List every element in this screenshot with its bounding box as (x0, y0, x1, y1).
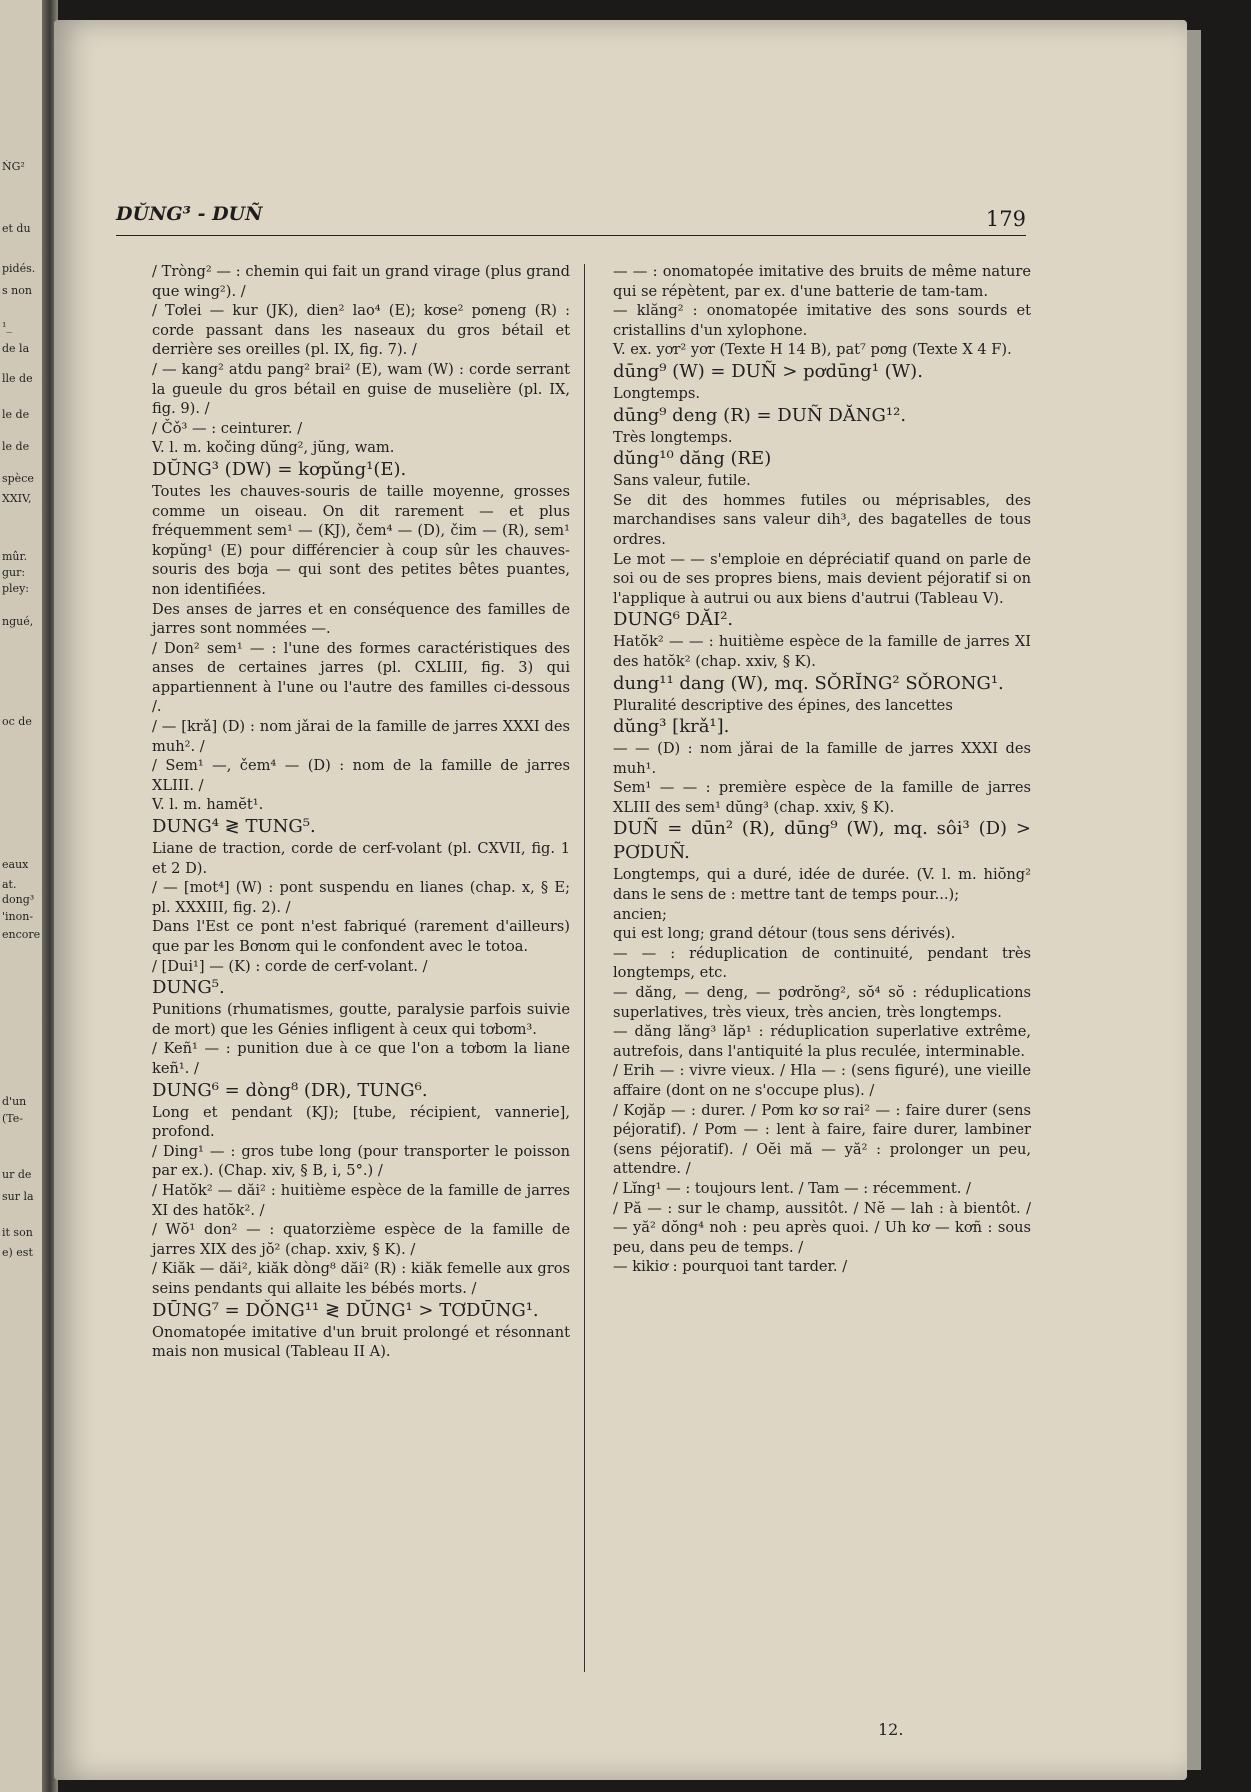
left-page-fragment: lle de (2, 372, 33, 385)
entry-text: Des anses de jarres et en conséquence des familles de jarres sont nommées —. (152, 600, 570, 638)
left-page-fragment: de la (2, 342, 30, 355)
entry-text: Très longtemps. (613, 428, 733, 446)
entry-text: / Keñ¹ — : punition due à ce que l'on a tơbơm la liane keñ¹. / (152, 1040, 570, 1077)
left-page-fragment: pidés. (2, 262, 36, 275)
entry-text: / Čǒ³ — : ceinturer. / (152, 419, 303, 437)
entry-headword: DŬNG³ (DW) = kơpŭng¹(E). (152, 458, 407, 480)
entry-text: ancien; (613, 905, 667, 923)
left-page-fragment: s non (2, 284, 32, 297)
entry-text: / — [mot⁴] (W) : pont suspendu en lianes (chap. x, § E; pl. XXXIII, fig. 2). / (152, 879, 570, 916)
page-number: 179 (985, 207, 1026, 231)
left-page-fragment: it son (2, 1226, 33, 1239)
entry-text: Liane de traction, corde de cerf-volant (pl. CXVII, fig. 1 et 2 D). (152, 840, 570, 877)
left-page-fragment: le de (2, 440, 30, 453)
entry-headword: DUÑ = dūn² (R), dūng⁹ (W), mq. sôi³ (D) > PƠDUÑ. (613, 818, 1031, 864)
entry-text: / Kơjăp — : durer. / Pơm kơ sơ rai² — : faire durer (sens péjoratif). / Pơm — : lent à faire, faire durer, lambiner (sens péjoratif). / Oĕi mă — yă² : prolonger un peu, attendre. / (613, 1101, 1031, 1178)
entry-headword: dūng⁹ (W) = DUÑ > pơdūng¹ (W). (613, 360, 923, 382)
running-title: DŬNG³ - DUÑ (116, 203, 263, 225)
entry-text: Longtemps, qui a duré, idée de durée. (V. l. m. hiŏng² dans le sens de : mettre tant de temps pour...); (613, 866, 1031, 904)
page-header (116, 203, 1026, 236)
entry-headword: DUNG⁴ ≷ TUNG⁵. (152, 816, 316, 838)
entry-text: Le mot — — s'emploie en dépréciatif quand on parle de soi ou de ses propres biens, mais devient péjoratif si on l'applique à autrui ou aux biens d'autrui (Tableau V). (613, 550, 1031, 607)
entry-text: — kikiơ : pourquoi tant tarder. / (613, 1258, 848, 1276)
entry-text: / Wŏ¹ don² — : quatorzième espèce de la famille de jarres XIX des jŏ² (chap. xxiv, § K). / (152, 1221, 570, 1258)
left-page-fragment: eaux (2, 858, 29, 871)
previous-page-edge (0, 0, 46, 1792)
entry-text: Sem¹ — — : première espèce de la famille de jarres XLIII des sem¹ dŭng³ (chap. xxiv, § K). (613, 779, 1031, 816)
entry-text: Dans l'Est ce pont n'est fabriqué (rarement d'ailleurs) que par les Bơnơm qui le confondent avec le totoa. (152, 918, 570, 955)
left-column (152, 262, 570, 1362)
left-page-fragment: (Te- (2, 1112, 24, 1125)
entry-text: — — (D) : nom jǎrai de la famille de jarres XXXI des muh¹. (613, 740, 1031, 777)
entry-text: / Lĭng¹ — : toujours lent. / Tam — : récemment. / (613, 1179, 971, 1197)
entry-text: — — : réduplication de continuité, pendant très longtemps, etc. (613, 944, 1031, 982)
entry-text: Longtemps. (613, 384, 701, 402)
entry-text: — dăng, — deng, — pơdrŏng², sŏ⁴ sŏ : réduplications superlatives, très vieux, très ancien, très longtemps. (613, 984, 1031, 1021)
entry-text: / Ding¹ — : gros tube long (pour transporter le poisson par ex.). (Chap. xiv, § B, i, 5°.) / (152, 1142, 570, 1180)
signature-mark: 12. (878, 1720, 904, 1739)
left-page-fragment: encore (2, 928, 41, 941)
entry-text: Long et pendant (KJ); [tube, récipient, vannerie], profond. (152, 1103, 570, 1141)
entry-text: / Don² sem¹ — : l'une des formes caractéristiques des anses de certaines jarres (pl. CXLIII, fig. 3) qui appartiennent à l'une ou l'autre des familles ci-dessous /. (152, 639, 570, 716)
entry-text: Punitions (rhumatismes, goutte, paralysie parfois suivie de mort) que les Génies infligent à ceux qui tơbơm³. (152, 1001, 570, 1038)
left-page-fragment: e) est (2, 1246, 33, 1259)
entry-headword: dūng⁹ deng (R) = DUÑ DĂNG¹². (613, 404, 907, 426)
left-page-fragment: spèce (2, 472, 34, 485)
left-page-fragment: ŃG² (2, 160, 25, 173)
left-page-fragment: gur: (2, 566, 26, 579)
entry-text: / Tròng² — : chemin qui fait un grand virage (plus grand que wing²). / (152, 263, 570, 300)
entry-text: V. l. m. hamĕt¹. (152, 796, 264, 814)
left-page-fragment: le de (2, 408, 30, 421)
left-page-fragment: ur de (2, 1168, 32, 1181)
left-page-fragment: mûr. (2, 550, 28, 563)
left-page-fragment: d'un (2, 1095, 27, 1108)
entry-headword: DUNG⁵. (152, 977, 225, 999)
entry-headword: DUNG⁶ DĂI². (613, 609, 734, 631)
left-page-fragment: 'inon- (2, 910, 34, 923)
entry-text: Hatŏk² — — : huitième espèce de la famille de jarres XI des hatŏk² (chap. xxiv, § K). (613, 633, 1031, 670)
left-page-fragment: XXIV, (2, 492, 32, 505)
entry-text: — dăng lăng³ lăp¹ : réduplication superlative extrême, autrefois, dans l'antiquité la plus reculée, interminable. (613, 1023, 1031, 1060)
entry-text: Se dit des hommes futiles ou méprisables, des marchandises sans valeur dih³, des bagatelles de tous ordres. (613, 491, 1031, 548)
entry-text: Sans valeur, futile. (613, 472, 751, 490)
entry-text: Pluralité descriptive des épines, des lancettes (613, 696, 953, 714)
entry-text: / — kang² atdu pang² brai² (E), wam (W) : corde serrant la gueule du gros bétail en guise de muselière (pl. IX, fig. 9). / (152, 360, 570, 418)
entry-headword: DŪNG⁷ = DǑNG¹¹ ≷ DŬNG¹ > TƠDŪNG¹. (152, 1299, 539, 1321)
entry-headword: DUNG⁶ = dòng⁸ (DR), TUNG⁶. (152, 1079, 428, 1101)
entry-headword: dŭng³ [krǎ¹]. (613, 716, 730, 738)
entry-headword: dŭng¹⁰ dăng (RE) (613, 448, 772, 470)
left-page-fragment: dong³ (2, 893, 35, 906)
entry-text: / Kiăk — dăi², kiăk dòng⁸ dăi² (R) : kiăk femelle aux gros seins pendants qui allaite les bébés morts. / (152, 1260, 570, 1297)
page-stack-edge (1187, 30, 1201, 1770)
entry-text: Toutes les chauves-souris de taille moyenne, grosses comme un oiseau. On dit rarement — et plus fréquemment sem¹ — (KJ), čem⁴ — (D), čim — (R), sem¹ kơpŭng¹ (E) pour différencier à coup sûr les chauves-souris des bơja — qui sont des petites bêtes puantes, non identifiées. (152, 482, 570, 598)
entry-text: qui est long; grand détour (tous sens dérivés). (613, 925, 956, 943)
column-divider (584, 264, 585, 1672)
entry-text: — — : onomatopée imitative des bruits de même nature qui se répètent, par ex. d'une batterie de tam-tam. (613, 263, 1031, 300)
left-page-fragment: pley: (2, 582, 29, 595)
entry-headword: dung¹¹ dang (W), mq. SǑRĬNG² SǑRONG¹. (613, 672, 1004, 694)
entry-text: / Hatŏk² — dăi² : huitième espèce de la famille de jarres XI des hatŏk². / (152, 1181, 570, 1219)
left-page-fragment: oc de (2, 715, 32, 728)
entry-text: / [Dui¹] — (K) : corde de cerf-volant. / (152, 957, 428, 975)
left-page-fragment: et du (2, 222, 31, 235)
entry-text: V. ex. yơr² yơr (Texte H 14 B), pat⁷ pơng (Texte X 4 F). (613, 341, 1012, 359)
entry-text: Onomatopée imitative d'un bruit prolongé et résonnant mais non musical (Tableau II A). (152, 1323, 570, 1361)
entry-text: / Tơlei — kur (JK), dien² lao⁴ (E); kơse² pơneng (R) : corde passant dans les naseaux du gros bétail et derrière ses oreilles (pl. IX, fig. 7). / (152, 302, 570, 359)
left-page-fragment: sur la (2, 1190, 34, 1203)
entry-text: / Erih — : vivre vieux. / Hla — : (sens figuré), une vieille affaire (dont on ne s'occupe plus). / (613, 1062, 1031, 1099)
entry-text: — klăng² : onomatopée imitative des sons sourds et cristallins d'un xylophone. (613, 302, 1031, 339)
entry-text: / Sem¹ —, čem⁴ — (D) : nom de la famille de jarres XLIII. / (152, 757, 570, 794)
left-page-fragment: at. (2, 878, 17, 891)
right-column (613, 262, 1031, 1277)
entry-text: V. l. m. kočing dŭng², jŭng, wam. (152, 439, 395, 457)
left-page-fragment: ngué, (2, 615, 34, 628)
entry-text: / — [krǎ] (D) : nom jǎrai de la famille de jarres XXXI des muh². / (152, 718, 570, 755)
left-page-fragment: ¹_ (2, 320, 12, 333)
entry-text: / Pă — : sur le champ, aussitôt. / Nĕ — lah : à bientôt. / — yă² dŏng⁴ noh : peu après quoi. / Uh kơ — kơñ : sous peu, dans peu de temps. / (613, 1199, 1031, 1256)
